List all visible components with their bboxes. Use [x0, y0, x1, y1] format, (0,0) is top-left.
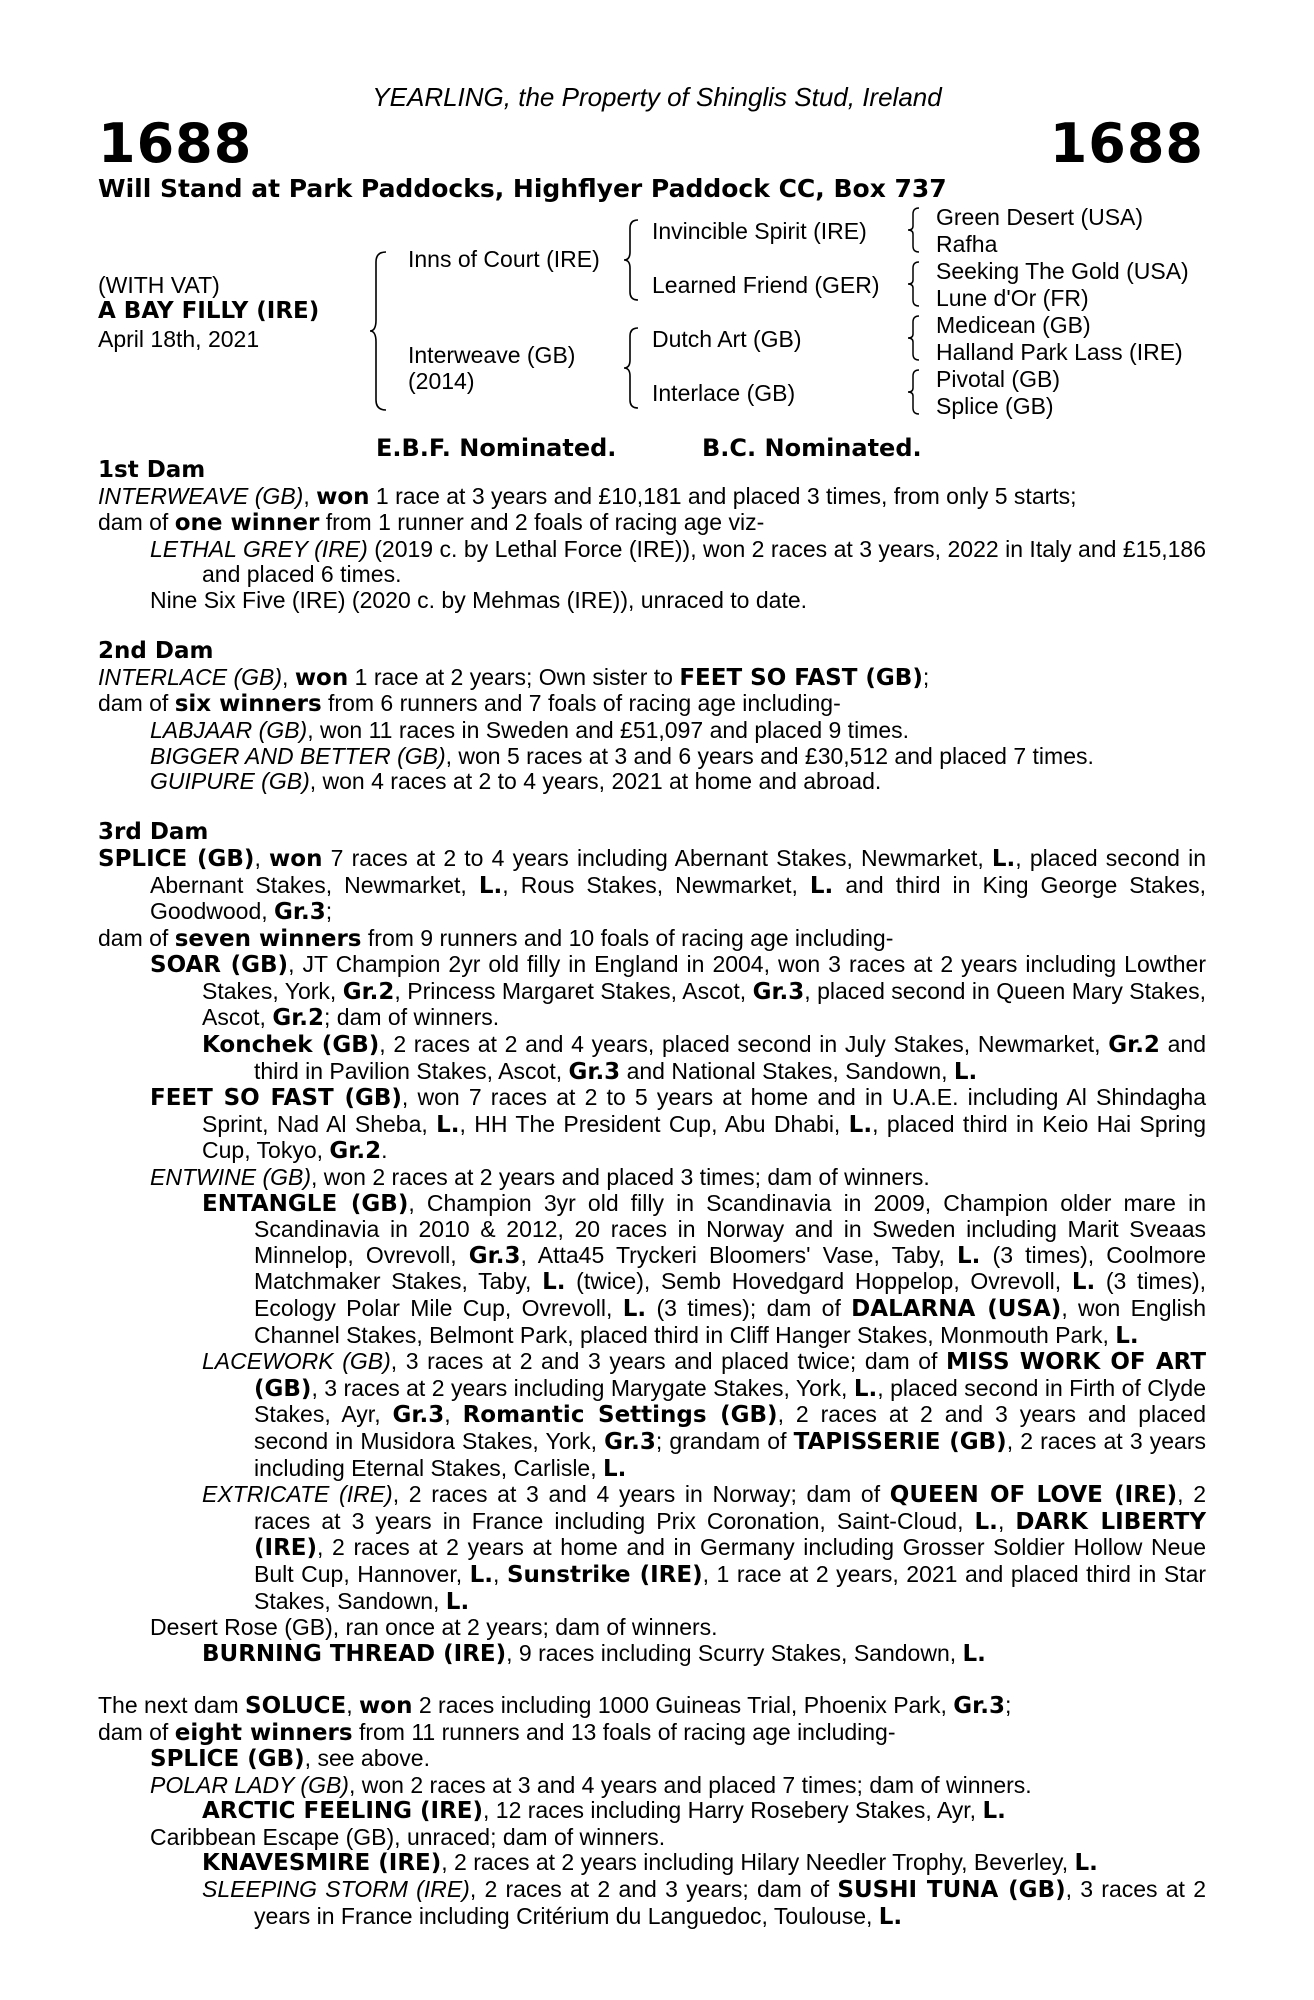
- produce-entry: FEET SO FAST (GB), won 7 races at 2 to 5 years at home and in U.A.E. including Al Shindagha Sprint, Nad Al Sheba, L., HH The President Cup, Abu Dhabi, L., placed third in Keio Hai Spring Cup, Tokyo, Gr.2.: [150, 1084, 1206, 1165]
- pedigree-brace-dam: [622, 326, 642, 410]
- catalogue-body: [98, 458, 1206, 1930]
- produce-entry: Desert Rose (GB), ran once at 2 years; dam of winners.: [150, 1614, 718, 1641]
- grandsire-1: Green Desert (USA): [936, 204, 1144, 230]
- second-dam-heading: 2nd Dam: [98, 638, 214, 665]
- first-dam-record: INTERWEAVE (GB), won 1 race at 3 years and £10,181 and placed 3 times, from only 5 starts;: [98, 482, 1077, 510]
- third-dam-heading: 3rd Dam: [98, 819, 209, 846]
- produce-entry: ENTANGLE (GB), Champion 3yr old filly in Scandinavia in 2009, Champion older mare in Scandinavia in 2010 & 2012, 20 races in Norway and in Sweden including Marit Sveaas Minnelop, Ovrevoll, Gr.3, Atta45 Tryckeri Bloomers' Vase, Taby, L. (3 times), Coolmore Matchmaker Stakes, Taby, L. (twice), Semb Hovedgard Hoppelop, Ovrevoll, L. (3 times), Ecology Polar Mile Cup, Ovrevoll, L. (3 times); dam of DALARNA (USA), won English Channel Stakes, Belmont Park, placed third in Cliff Hanger Stakes, Monmouth Park, L.: [202, 1189, 1207, 1349]
- produce-entry: EXTRICATE (IRE), 2 races at 3 and 4 years in Norway; dam of QUEEN OF LOVE (IRE), 2 races at 3 years in France including Prix Coronation, Saint-Cloud, L., DARK LIBERTY (IRE), 2 races at 2 years at home and in Germany including Grosser Soldier Hollow Neue Bult Cup, Hannover, L., Sunstrike (IRE), 1 race at 2 years, 2021 and placed third in Star Stakes, Sandown, L.: [202, 1481, 1207, 1615]
- produce-entry: LACEWORK (GB), 3 races at 2 and 3 years and placed twice; dam of MISS WORK OF ART (GB), 3 races at 2 years including Marygate Stakes, York, L., placed second in Firth of Clyde Stakes, Ayr, Gr.3, Romantic Settings (GB), 2 races at 2 and 3 years and placed second in Musidora Stakes, York, Gr.3; grandam of TAPISSERIE (GB), 2 races at 3 years including Eternal Stakes, Carlisle, L.: [202, 1348, 1207, 1482]
- pedigree-brace-g2: [906, 260, 922, 308]
- third-dam-produce: dam of seven winners from 9 runners and 10 foals of racing age including-: [98, 924, 894, 952]
- produce-entry: LABJAAR (GB), won 11 races in Sweden and £51,097 and placed 9 times.: [150, 716, 910, 743]
- produce-entry: KNAVESMIRE (IRE), 2 races at 2 years including Hilary Needler Trophy, Beverley, L.: [202, 1849, 1098, 1877]
- stabling-location: Will Stand at Park Paddocks, Highflyer Paddock CC, Box 737: [98, 174, 947, 203]
- second-dam-produce: dam of six winners from 6 runners and 7 foals of racing age including-: [98, 690, 841, 718]
- dam-dam: Interlace (GB): [652, 380, 796, 406]
- grandsire-4: Lune d'Or (FR): [936, 285, 1089, 311]
- sire-dam: Learned Friend (GER): [652, 272, 880, 298]
- produce-entry: SLEEPING STORM (IRE), 2 races at 2 and 3 years; dam of SUSHI TUNA (GB), 3 races at 2 years in France including Critérium du Languedoc, Toulouse, L.: [202, 1876, 1206, 1930]
- produce-entry: SPLICE (GB), see above.: [150, 1745, 430, 1773]
- next-dam-record: The next dam SOLUCE, won 2 races including 1000 Guineas Trial, Phoenix Park, Gr.3;: [98, 1691, 1012, 1719]
- produce-entry: Caribbean Escape (GB), unraced; dam of winners.: [150, 1823, 666, 1850]
- vat-note: (WITH VAT): [98, 272, 220, 298]
- produce-entry: BURNING THREAD (IRE), 9 races including Scurry Stakes, Sandown, L.: [202, 1639, 986, 1667]
- third-dam-record: SPLICE (GB), won 7 races at 2 to 4 years including Abernant Stakes, Newmarket, L., placed second in Abernant Stakes, Newmarket, L., Rous Stakes, Newmarket, L. and third in King George Stakes, Goodwood, Gr.3;: [98, 844, 1207, 926]
- pedigree-brace-sire: [622, 218, 642, 302]
- grandsire-8: Splice (GB): [936, 393, 1054, 419]
- dam-year: (2014): [408, 368, 475, 394]
- sire-sire: Invincible Spirit (IRE): [652, 218, 867, 244]
- ebf-nomination: E.B.F. Nominated.: [376, 434, 617, 462]
- lot-subtitle: YEARLING, the Property of Shinglis Stud, Ireland: [372, 82, 942, 112]
- pedigree-brace-g4: [906, 368, 922, 416]
- produce-entry: POLAR LADY (GB), won 2 races at 3 and 4 years and placed 7 times; dam of winners.: [150, 1771, 1032, 1798]
- sire: Inns of Court (IRE): [408, 246, 600, 272]
- next-dam-produce: dam of eight winners from 11 runners and 13 foals of racing age including-: [98, 1718, 896, 1746]
- second-dam-record: INTERLACE (GB), won 1 race at 2 years; Own sister to FEET SO FAST (GB);: [98, 663, 930, 691]
- grandsire-2: Rafha: [936, 231, 998, 257]
- produce-entry: LETHAL GREY (IRE) (2019 c. by Lethal Force (IRE)), won 2 races at 3 years, 2022 in Italy and £15,186 and placed 6 times.: [150, 535, 1206, 588]
- horse-name: A BAY FILLY (IRE): [98, 298, 320, 324]
- produce-entry: ENTWINE (GB), won 2 races at 2 years and placed 3 times; dam of winners.: [150, 1164, 930, 1191]
- produce-entry: SOAR (GB), JT Champion 2yr old filly in England in 2004, won 3 races at 2 years including Lowther Stakes, York, Gr.2, Princess Margaret Stakes, Ascot, Gr.3, placed second in Queen Mary Stakes, Ascot, Gr.2; dam of winners.: [150, 951, 1206, 1032]
- pedigree-brace-g1: [906, 206, 922, 254]
- bc-nomination: B.C. Nominated.: [702, 434, 922, 462]
- pedigree-brace-1: [368, 250, 390, 412]
- grandsire-3: Seeking The Gold (USA): [936, 258, 1189, 284]
- pedigree-brace-g3: [906, 314, 922, 362]
- grandsire-5: Medicean (GB): [936, 312, 1091, 338]
- produce-entry: BIGGER AND BETTER (GB), won 5 races at 3 and 6 years and £30,512 and placed 7 times.: [150, 742, 1094, 769]
- lot-number-left: 1688: [98, 112, 253, 175]
- produce-entry: GUIPURE (GB), won 4 races at 2 to 4 years, 2021 at home and abroad.: [150, 768, 882, 795]
- dam-sire: Dutch Art (GB): [652, 326, 802, 352]
- dam: Interweave (GB): [408, 342, 576, 368]
- first-dam-heading: 1st Dam: [98, 457, 206, 483]
- grandsire-7: Pivotal (GB): [936, 366, 1060, 392]
- foaling-date: April 18th, 2021: [98, 326, 260, 352]
- produce-entry: ARCTIC FEELING (IRE), 12 races including Harry Rosebery Stakes, Ayr, L.: [202, 1797, 1006, 1825]
- grandsire-6: Halland Park Lass (IRE): [936, 339, 1183, 365]
- produce-entry: Nine Six Five (IRE) (2020 c. by Mehmas (IRE)), unraced to date.: [150, 586, 808, 613]
- produce-entry: Konchek (GB), 2 races at 2 and 4 years, placed second in July Stakes, Newmarket, Gr.2 and third in Pavilion Stakes, Ascot, Gr.3 and National Stakes, Sandown, L.: [202, 1031, 1207, 1085]
- first-dam-produce: dam of one winner from 1 runner and 2 foals of racing age viz-: [98, 509, 765, 537]
- lot-number-right: 1688: [1049, 112, 1204, 175]
